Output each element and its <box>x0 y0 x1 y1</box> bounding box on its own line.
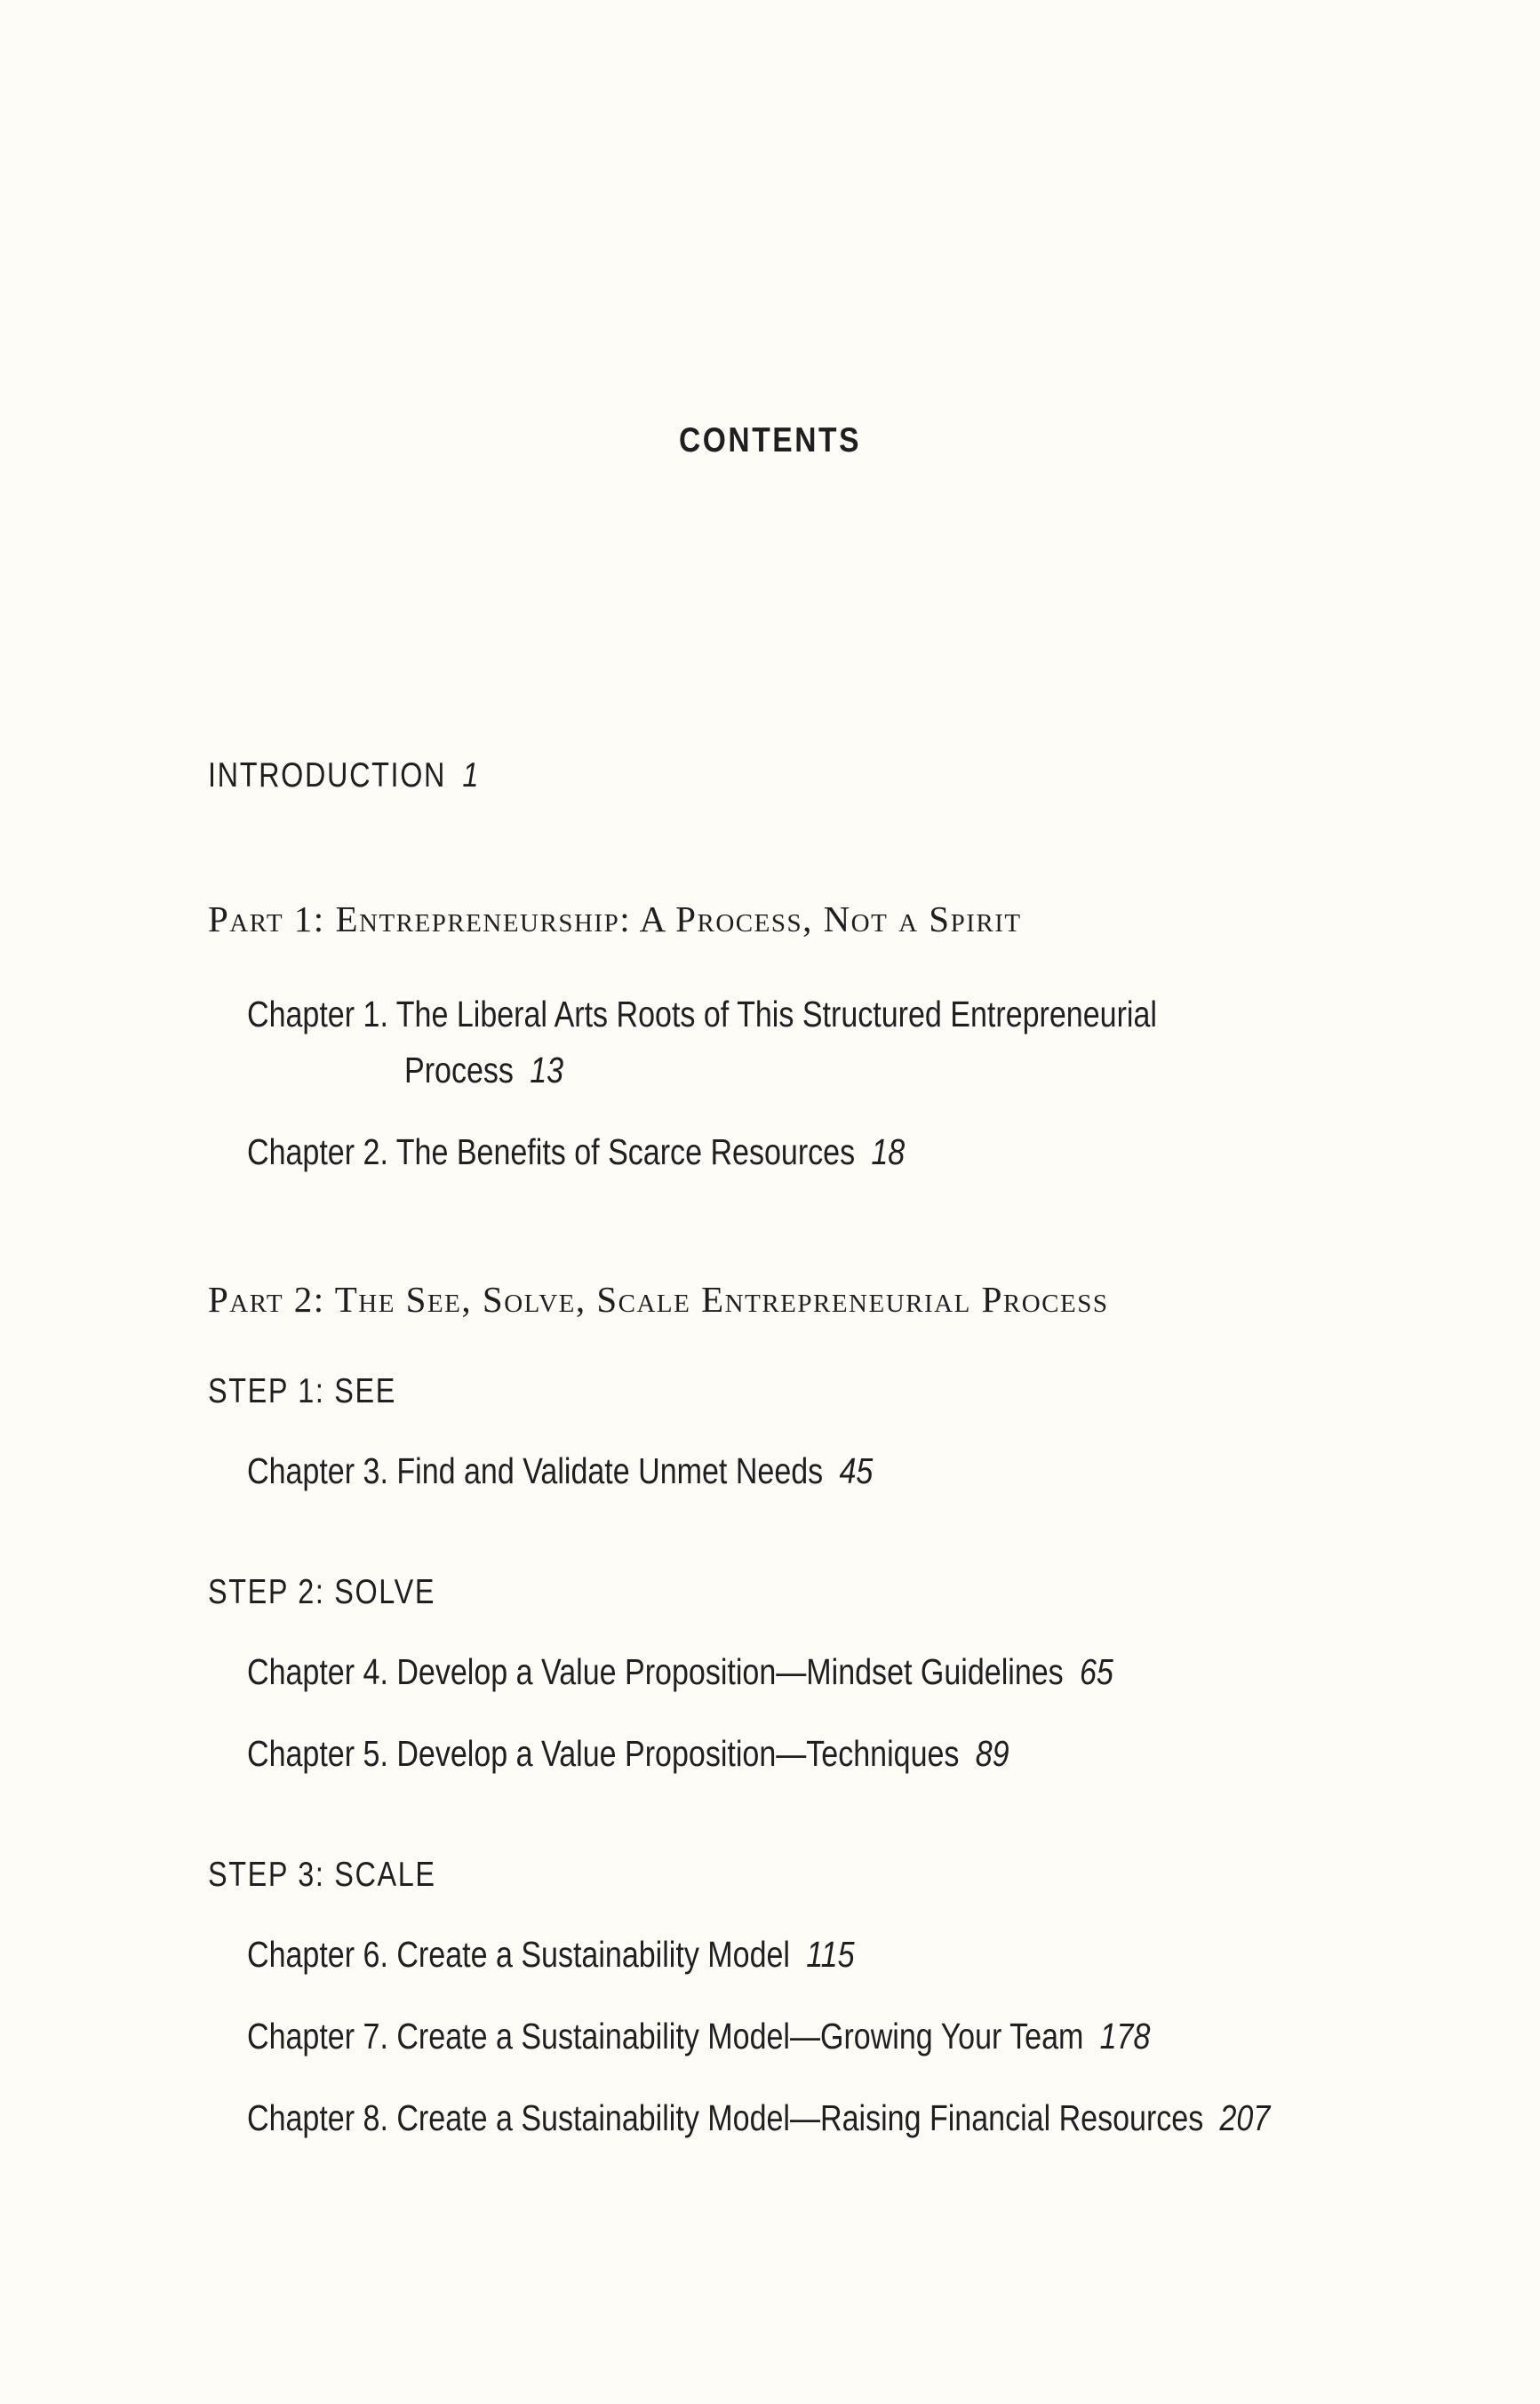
chapter-8-entry[interactable] <box>247 2097 1271 2138</box>
page-number: 178 <box>1099 2016 1151 2057</box>
step-3-label: STEP 3: SCALE <box>208 1856 436 1894</box>
page-number: 207 <box>1219 2097 1271 2138</box>
chapter-label: Chapter 2. The Benefits of Scarce Resources <box>247 1131 856 1172</box>
chapter-label: Chapter 8. Create a Sustainability Model—Raising Financial Resources <box>247 2097 1204 2138</box>
chapter-5-entry[interactable] <box>247 1733 1009 1774</box>
chapter-label: Chapter 6. Create a Sustainability Model <box>247 1934 790 1975</box>
introduction-label: INTRODUCTION <box>208 756 447 795</box>
introduction-entry[interactable] <box>208 758 480 793</box>
chapter-label: Chapter 7. Create a Sustainability Model—Growing Your Team <box>247 2016 1084 2057</box>
step-2-label: STEP 2: SOLVE <box>208 1573 436 1611</box>
chapter-1-entry[interactable] <box>247 996 1157 1033</box>
page-number: 45 <box>839 1450 874 1491</box>
chapter-label: Chapter 4. Develop a Value Proposition—Mindset Guidelines <box>247 1651 1064 1692</box>
chapter-label: Chapter 3. Find and Validate Unmet Needs <box>247 1450 824 1491</box>
step-1-label: STEP 1: SEE <box>208 1372 396 1410</box>
chapter-label: Chapter 1. The Liberal Arts Roots of This Structured Entrepreneurial <box>247 994 1157 1034</box>
chapter-1-continuation[interactable] <box>404 1052 563 1089</box>
chapter-4-entry[interactable] <box>247 1651 1113 1692</box>
chapter-label: Process <box>404 1050 514 1090</box>
page-number: 1 <box>462 756 481 795</box>
chapter-3-entry[interactable] <box>247 1450 874 1491</box>
chapter-6-entry[interactable] <box>247 1934 855 1975</box>
page-number: 65 <box>1079 1651 1113 1692</box>
part-1-title[interactable]: Part 1: Entrepreneurship: A Process, Not a Spirit <box>208 899 1022 939</box>
page-title: CONTENTS <box>678 421 862 459</box>
chapter-2-entry[interactable] <box>247 1131 906 1172</box>
page-number: 18 <box>871 1131 906 1172</box>
page-number: 13 <box>530 1050 564 1090</box>
chapter-label: Chapter 5. Develop a Value Proposition—Techniques <box>247 1733 960 1774</box>
page-number: 89 <box>975 1733 1009 1774</box>
part-2-title[interactable]: Part 2: The See, Solve, Scale Entrepreneurial Process <box>208 1279 1109 1320</box>
chapter-7-entry[interactable] <box>247 2018 1150 2055</box>
page-number: 115 <box>806 1934 855 1975</box>
